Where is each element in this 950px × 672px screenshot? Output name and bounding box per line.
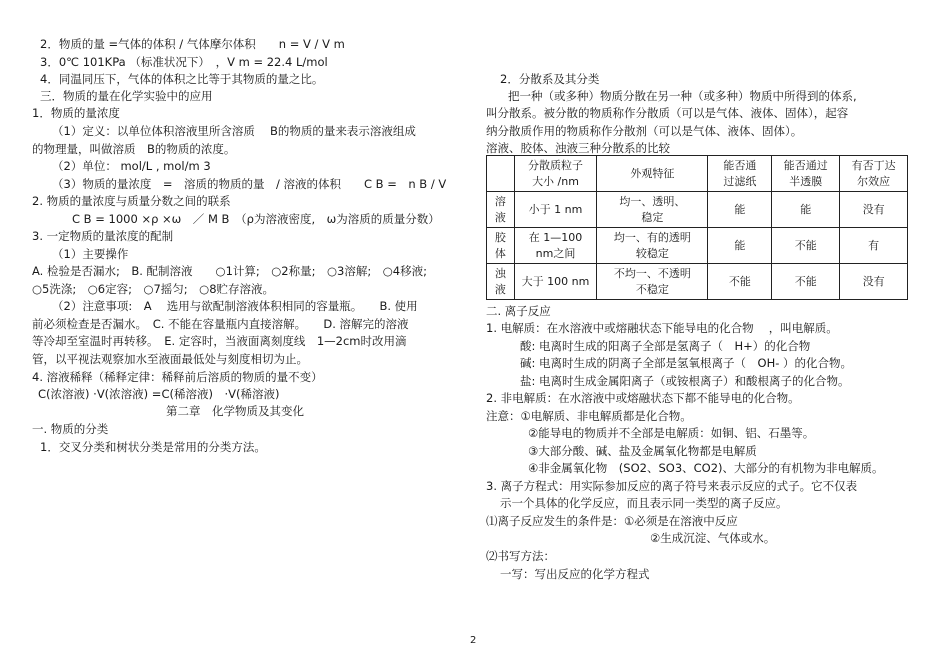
table-cell: 没有 <box>840 192 908 228</box>
text-line: （1）主要操作 <box>52 247 129 261</box>
row-label-cell: 溶 液 <box>487 192 515 228</box>
text-line: 示一个具体的化学反应，而且表示同一类型的离子反应。 <box>500 496 788 510</box>
table-row <box>487 192 908 228</box>
text-line: （1）定义：以单位体积溶液里所含溶质 B的物质的量来表示溶液组成 <box>52 124 416 138</box>
text-line: 叫分散系。被分散的物质称作分散质（可以是气体、液体、固体），起容 <box>486 106 849 120</box>
section-heading: 三．物质的量在化学实验中的应用 <box>40 89 213 103</box>
table-cell: 没有 <box>840 264 908 300</box>
table-header-row <box>487 156 908 192</box>
table-cell: 均一、有的透明 较稳定 <box>597 228 708 264</box>
table-header-cell: 能否通 过滤纸 <box>708 156 772 192</box>
section-heading: 一. 物质的分类 <box>32 422 109 436</box>
table-cell: 在 1—100 nm之间 <box>514 228 597 264</box>
text-line: ⑵书写方法： <box>486 549 555 563</box>
text-line: ○5洗涤; ○6定容; ○7摇匀; ○8贮存溶液。 <box>32 282 275 296</box>
text-line: 管，以平视法观察加水至液面最低处与刻度相切为止。 <box>32 352 308 366</box>
table-cell: 小于 1 nm <box>514 192 597 228</box>
table-row <box>487 264 908 300</box>
text-line: 3．0℃ 101KPa （标准状况下） ，V m = 22.4 L/mol <box>40 55 328 69</box>
formula-line: C B = 1000 ×ρ ×ω ／ M B （ρ为溶液密度, ω为溶质的质量分数） <box>72 212 440 226</box>
table-caption: 溶液、胶体、浊液三种分散系的比较 <box>486 141 670 155</box>
text-line: 盐: 电离时生成金属阳离子（或铵根离子）和酸根离子的化合物。 <box>520 374 850 388</box>
text-line: 的物理量，叫做溶质 B的物质的浓度。 <box>32 142 236 156</box>
table-cell: 不能 <box>772 264 840 300</box>
table-row <box>487 228 908 264</box>
subsection-heading: 2. 物质的量浓度与质量分数之间的联系 <box>32 194 231 208</box>
table-header-cell: 外观特征 <box>597 156 708 192</box>
text-line: ⑴离子反应发生的条件是：①必须是在溶液中反应 <box>486 514 738 528</box>
text-line: ②能导电的物质并不全部是电解质：如铜、铝、石墨等。 <box>528 426 815 440</box>
text-line: 2．物质的量 =气体的体积 / 气体摩尔体积 n = V / V m <box>40 37 345 51</box>
table-corner-cell <box>487 156 515 192</box>
subsection-heading: 2．分散系及其分类 <box>500 72 600 86</box>
row-label-cell: 浊 液 <box>487 264 515 300</box>
text-line: 酸: 电离时生成的阳离子全部是氢离子（ H+）的化合物 <box>520 339 811 353</box>
subsection-heading: 1．物质的量浓度 <box>32 106 120 120</box>
table-cell: 能 <box>708 192 772 228</box>
table-cell: 均一、透明、 稳定 <box>597 192 708 228</box>
text-line: 把一种（或多种）物质分散在另一种（或多种）物质中所得到的体系, <box>508 89 857 103</box>
text-line: 等冷却至室温时再转移。 E. 定容时，当液面离刻度线 1—2cm时改用滴 <box>32 334 407 348</box>
table-header-cell: 分散质粒子 大小 /nm <box>514 156 597 192</box>
text-line: 碱: 电离时生成的阴离子全部是氢氧根离子（ OH- ）的化合物。 <box>520 356 853 370</box>
text-line: 前必须检查是否漏水。 C. 不能在容量瓶内直接溶解。 D. 溶解完的溶液 <box>32 317 409 331</box>
table-cell: 大于 100 nm <box>514 264 597 300</box>
subsection-heading: 4. 溶液稀释（稀释定律：稀释前后溶质的物质的量不变） <box>32 370 323 384</box>
text-line: 1. 电解质：在水溶液中或熔融状态下能导电的化合物 ，叫电解质。 <box>486 321 838 335</box>
table-cell: 不能 <box>772 228 840 264</box>
section-heading: 二. 离子反应 <box>486 304 551 318</box>
subsection-heading: 3. 一定物质的量浓度的配制 <box>32 229 174 243</box>
text-line: （2）单位： mol/L , mol/m 3 <box>52 159 211 173</box>
text-line: 2. 非电解质：在水溶液中或熔融状态下都不能导电的化合物。 <box>486 391 800 405</box>
table-cell: 能 <box>772 192 840 228</box>
text-line: A. 检验是否漏水; B. 配制溶液 ○1计算; ○2称量; ○3溶解; ○4移液; <box>32 264 427 278</box>
text-line: 4．同温同压下，气体的体积之比等于其物质的量之比。 <box>40 72 324 86</box>
text-line: 一写：写出反应的化学方程式 <box>500 567 650 581</box>
text-line: （2）注意事项: A 选用与欲配制溶液体积相同的容量瓶。 B. 使用 <box>52 299 418 313</box>
table-cell: 有 <box>840 228 908 264</box>
text-line: 3. 离子方程式：用实际参加反应的离子符号来表示反应的式子。它不仅表 <box>486 479 858 493</box>
formula-line: C(浓溶液) ·V(浓溶液) =C(稀溶液) ·V(稀溶液) <box>38 387 280 401</box>
table-cell: 能 <box>708 228 772 264</box>
dispersion-comparison-table <box>486 155 908 300</box>
row-label-cell: 胶 体 <box>487 228 515 264</box>
table-header-cell: 能否通过 半透膜 <box>772 156 840 192</box>
text-line: ③大部分酸、碱、盐及金属氧化物都是电解质 <box>528 444 757 458</box>
chapter-title: 第二章 化学物质及其变化 <box>166 404 304 418</box>
text-line: 纳分散质作用的物质称作分散剂（可以是气体、液体、固体）。 <box>486 124 803 138</box>
text-line: ④非金属氧化物 (SO2、SO3、CO2)、大部分的有机物为非电解质。 <box>528 461 884 475</box>
table-cell: 不能 <box>708 264 772 300</box>
table-header-cell: 有否丁达 尔效应 <box>840 156 908 192</box>
text-line: ②生成沉淀、气体或水。 <box>650 531 776 545</box>
text-line: 1．交叉分类和树状分类是常用的分类方法。 <box>40 440 266 454</box>
formula-line: （3）物质的量浓度 = 溶质的物质的量 / 溶液的体积 C B = n B / V <box>52 177 447 191</box>
page-number: 2 <box>470 635 477 646</box>
text-line: 注意：①电解质、非电解质都是化合物。 <box>486 409 692 423</box>
table-cell: 不均一、不透明 不稳定 <box>597 264 708 300</box>
